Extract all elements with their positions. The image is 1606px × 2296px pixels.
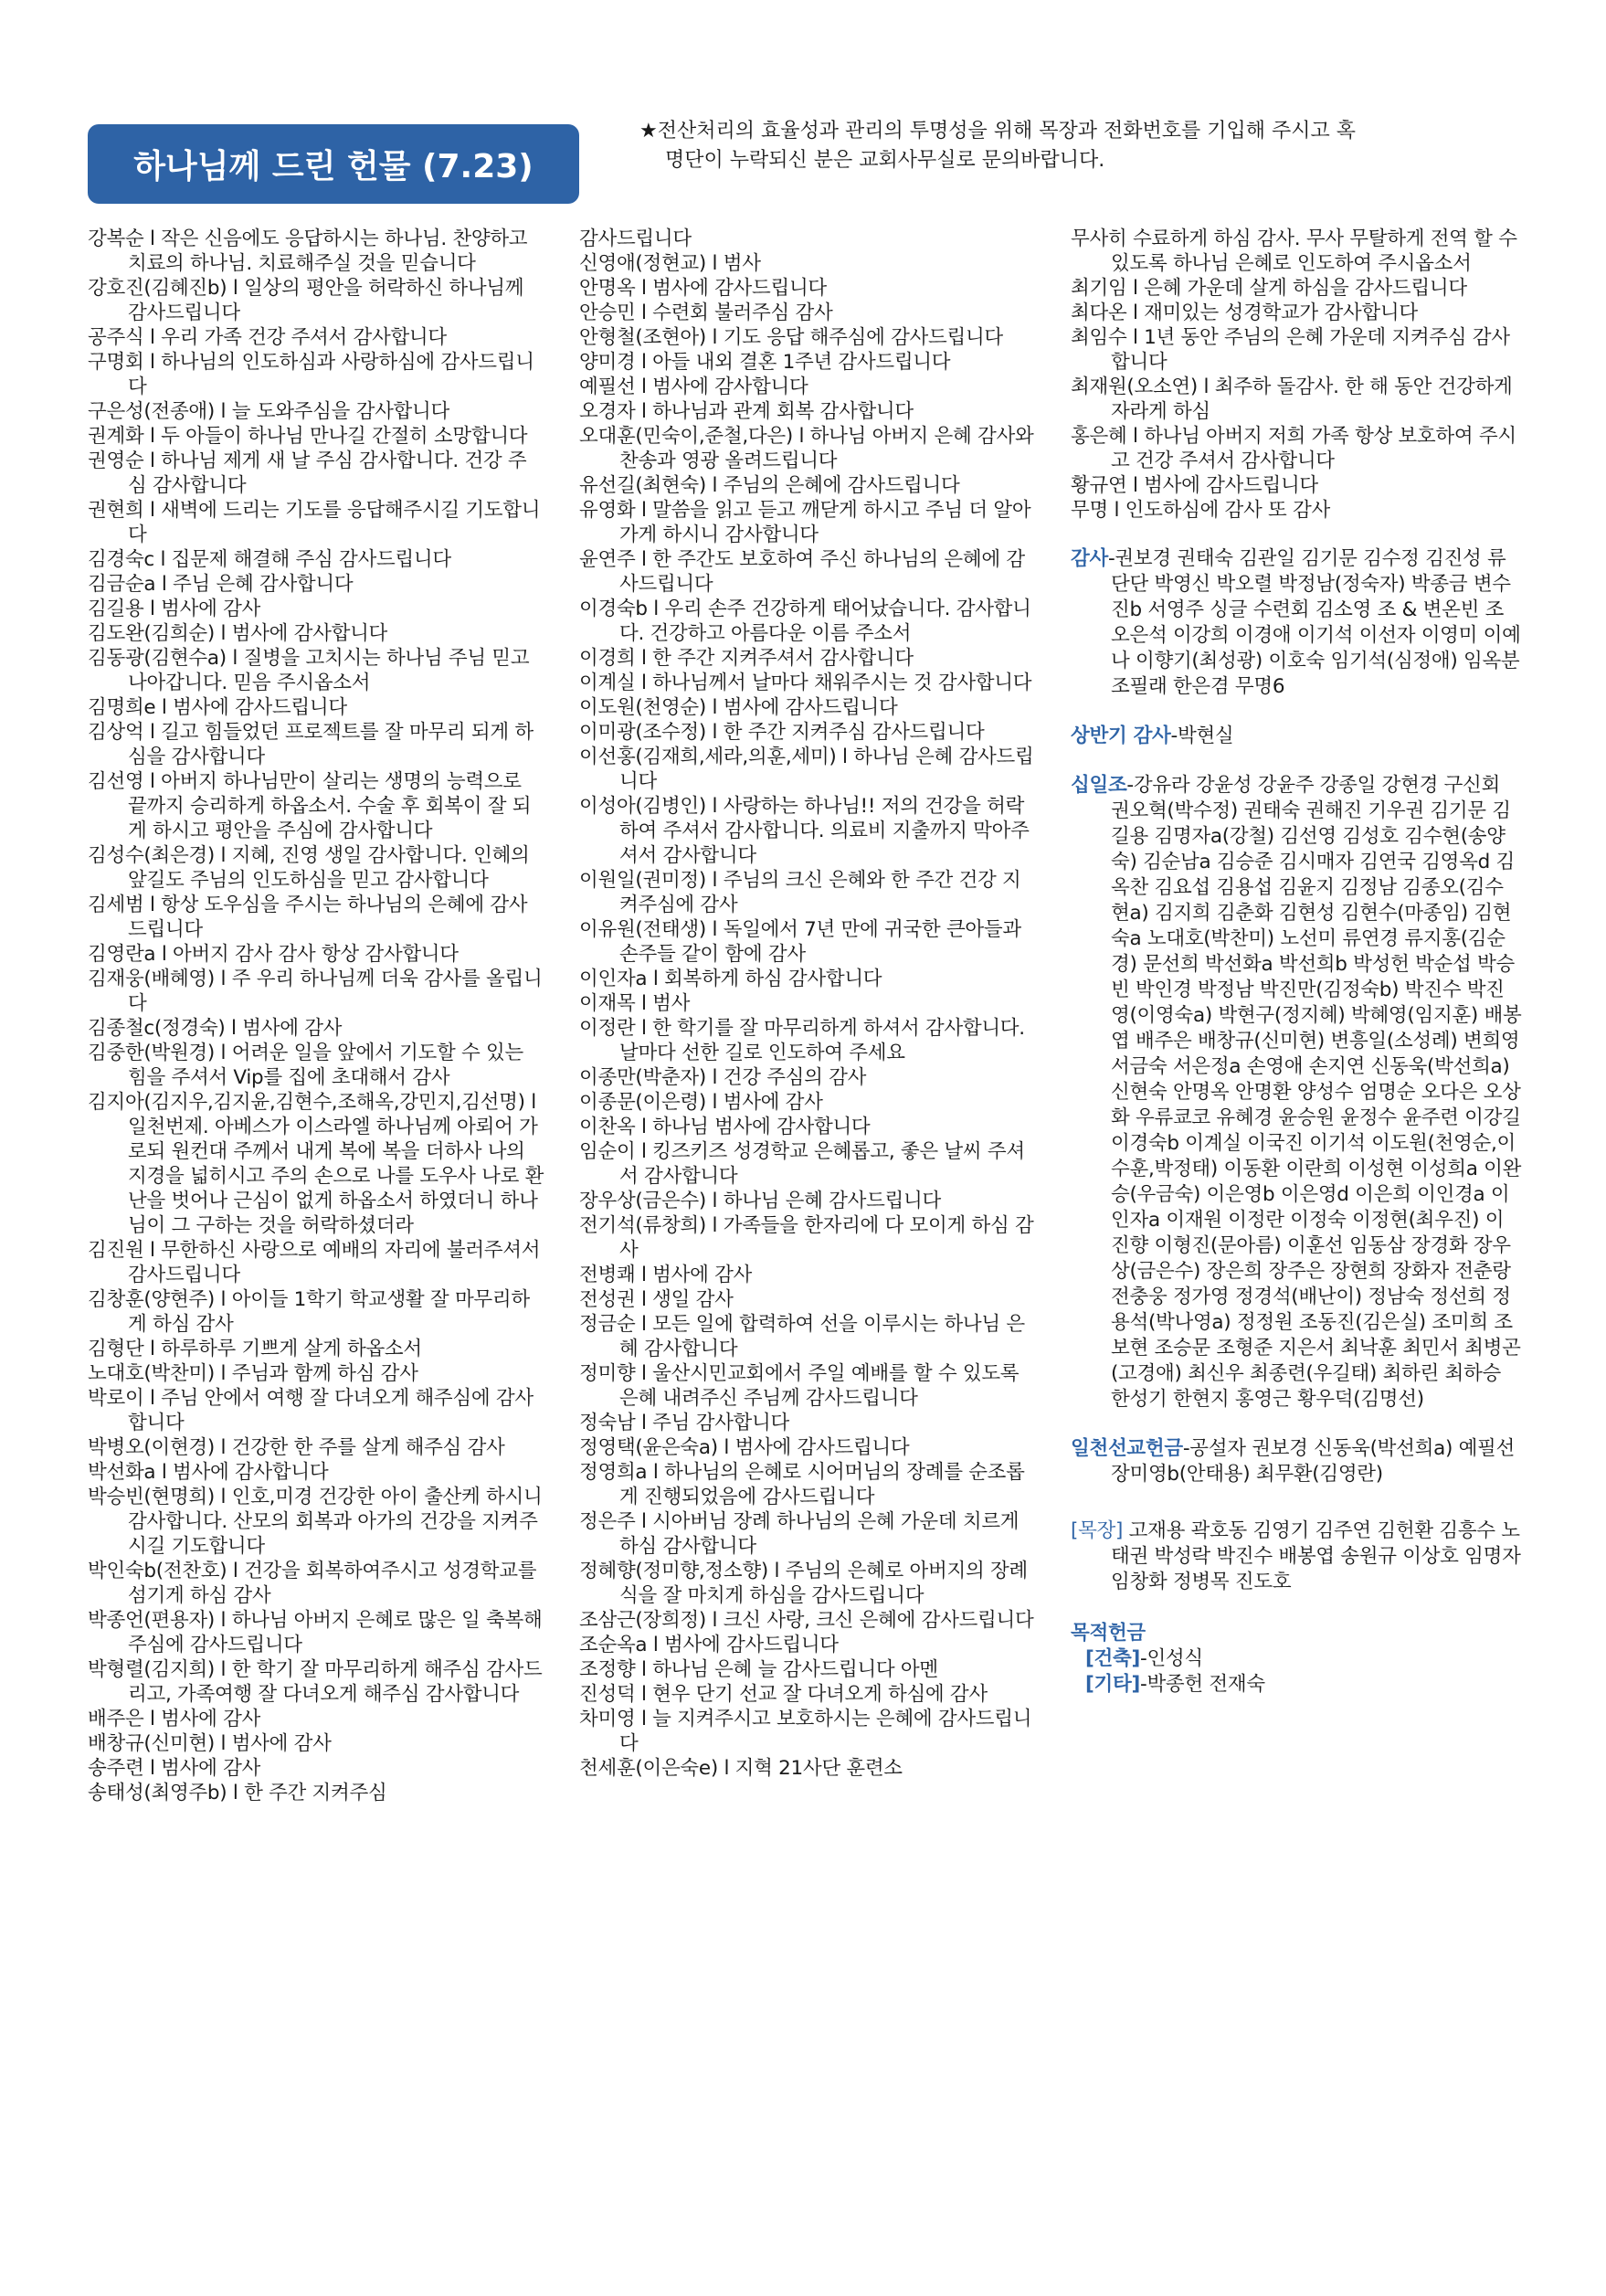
offering-entry: 권현희 l 새벽에 드리는 기도를 응답해주시길 기도합니다	[88, 499, 541, 546]
purpose-item-building	[1071, 1646, 1522, 1672]
offering-entry: 조삼근(장희정) l 크신 사랑, 크신 은혜에 감사드립니다	[579, 1609, 1034, 1632]
column-1	[88, 227, 548, 1805]
offering-entry: 공주식 l 우리 가족 건강 주셔서 감사합니다	[88, 326, 447, 349]
offering-entry: 박종언(편용자) l 하나님 아버지 은혜로 많은 일 축복해 주심에 감사드립니다	[88, 1609, 548, 1656]
offering-entry: 이인자a l 회복하게 하심 감사합니다	[579, 968, 882, 990]
offering-entry: 윤연주 l 한 주간도 보호하여 주신 하나님의 은혜에 감사드립니다	[579, 548, 1025, 596]
notice-line-2: 명단이 누락되신 분은 교회사무실로 문의바랍니다.	[665, 149, 1105, 172]
tithe-section	[1071, 773, 1522, 1413]
mission-offering-names: -공설자 권보경 신동욱(박선희a) 예필선 장미영b(안태용) 최무환(김영란)	[1111, 1437, 1515, 1486]
offering-entry: 송태성(최영주b) l 한 주간 지켜주심	[88, 1782, 387, 1804]
mission-offering-label: 일천선교헌금	[1071, 1437, 1183, 1460]
offering-entry: 홍은혜 l 하나님 아버지 저희 가족 항상 보호하여 주시고 건강 주셔서 감사합니다	[1071, 425, 1516, 472]
offering-entry: 김진원 l 무한하신 사랑으로 예배의 자리에 불러주셔서 감사드립니다	[88, 1239, 546, 1286]
offering-entry: 안승민 l 수련회 불러주심 감사	[579, 302, 833, 324]
offering-entry: 황규연 l 범사에 감사드립니다	[1071, 474, 1318, 497]
offering-entry: 정혜향(정미향,정소향) l 주님의 은혜로 아버지의 장례식을 잘 마치게 하심을 감사드립니다	[579, 1560, 1028, 1607]
page-title: 하나님께 드린 헌물 (7.23)	[88, 124, 579, 204]
offering-entry: 정영택(윤은숙a) l 범사에 감사드립니다	[579, 1436, 910, 1459]
building-label: [건축]	[1085, 1647, 1140, 1670]
other-label: [기타]	[1085, 1673, 1140, 1696]
offering-entry: 이도원(천영순) l 범사에 감사드립니다	[579, 696, 898, 719]
offering-entry: 전성권 l 생일 감사	[579, 1288, 734, 1311]
offering-entry: 노대호(박찬미) l 주님과 함께 하심 감사	[88, 1362, 418, 1385]
notice-text	[639, 117, 1480, 175]
elder-label: [목장]	[1071, 1519, 1124, 1542]
offering-entry: 최임수 l 1년 동안 주님의 은혜 가운데 지켜주심 감사합니다	[1071, 326, 1510, 374]
offering-entry: 김명희e l 범사에 감사드립니다	[88, 696, 347, 719]
thanks-names: -권보경 권태숙 김관일 김기문 김수정 김진성 류단단 박영신 박오렬 박정남(정숙자) 박종금 변수진b 서영주 싱글 수련회 김소영 조 & 변온빈 조오은석 이강희 이경애 이기석 이선자 이영미 이예나 이향기(최성광) 이호숙 임기석(심정애) 임옥분 조필래 한은겸 무명6	[1107, 547, 1521, 698]
offering-entry: 양미경 l 아들 내외 결혼 1주년 감사드립니다	[579, 351, 951, 374]
offering-entry: 김도완(김희순) l 범사에 감사합니다	[88, 622, 388, 645]
offering-entry: 김성수(최은경) l 지혜, 진영 생일 감사합니다. 인혜의 앞길도 주님의 인도하심을 믿고 감사합니다	[88, 844, 536, 892]
mission-offering-section	[1071, 1436, 1522, 1487]
offering-entry: 신영애(정현교) l 범사	[579, 252, 761, 275]
offering-entry: 김길용 l 범사에 감사	[88, 598, 261, 620]
offering-entry: 강복순 l 작은 신음에도 응답하시는 하나님. 찬양하고 치료의 하나님. 치료해주실 것을 믿습니다	[88, 227, 534, 275]
offering-entry: 정은주 l 시아버님 장례 하나님의 은혜 가운데 치르게 하심 감사합니다	[579, 1510, 1025, 1558]
building-names: -인성식	[1140, 1647, 1203, 1670]
offering-entry: 이미광(조수정) l 한 주간 지켜주심 감사드립니다	[579, 721, 985, 744]
offering-entry: 차미영 l 늘 지켜주시고 보호하시는 은혜에 감사드립니다	[579, 1708, 1032, 1755]
offering-entry: 구은성(전종애) l 늘 도와주심을 감사합니다	[88, 400, 449, 423]
offering-entry: 이성아(김병인) l 사랑하는 하나님!! 저의 건강을 허락하여 주셔서 감사합니다. 의료비 지출까지 막아주셔서 감사합니다	[579, 795, 1030, 867]
offering-entry: 김동광(김현수a) l 질병을 고치시는 하나님 주님 믿고 나아갑니다. 믿음 주시옵소서	[88, 647, 535, 694]
offering-entry: 진성덕 l 현우 단기 선교 잘 다녀오게 하심에 감사	[579, 1683, 988, 1706]
offering-entry: 천세훈(이은숙e) l 지혁 21사단 훈련소	[579, 1757, 903, 1780]
offering-entry: 박인숙b(전찬호) l 건강을 회복하여주시고 성경학교를 섬기게 하심 감사	[88, 1560, 543, 1607]
offering-entry: 조순옥a l 범사에 감사드립니다	[579, 1634, 839, 1656]
column-3	[1071, 227, 1522, 1698]
offering-entry: 오경자 l 하나님과 관계 회복 감사합니다	[579, 400, 914, 423]
offering-entry: 안명옥 l 범사에 감사드립니다	[579, 277, 827, 300]
offering-entry: 박승빈(현명희) l 인호,미경 건강한 아이 출산케 하시니 감사합니다. 산모의 회복과 아가의 건강을 지켜주시길 기도합니다	[88, 1486, 548, 1558]
tithe-names: -강유라 강윤성 강윤주 강종일 강현경 구신회 권오혁(박수정) 권태숙 권해진 기우권 김기문 김길용 김명자a(강철) 김선영 김성호 김수현(송양숙) 김순남a 김승준 김시매자 김연국 김영옥d 김옥찬 김요섭 김용섭 김윤지 김정남 김종오(김수현a) 김지희 김춘화 김현성 김현수(마종임) 김현숙a 노대호(박찬미) 노선미 류연경 류지홍(김순경) 문선희 박선화a 박선희b 박성헌 박순섭 박승빈 박인경 박정남 박진만(김정숙b) 박진수 박진영(이영숙a) 박현구(정지혜) 박혜영(임지훈) 배봉엽 배주은 배창규(신미현) 변흥일(소성례) 변희영 서금숙 서은정a 손영애 손지연 신동욱(박선희a) 신현숙 안명옥 안명환 양성수 엄명순 오다은 오상화 우류쿄코 유혜경 윤승원 윤정수 윤주련 이강길 이경숙b 이계실 이국진 이기석 이도원(천영순,이수훈,박정태) 이동환 이란희 이성현 이성희a 이완승(우금숙) 이은영b 이은영d 이은희 이인경a 이인자a 이재원 이정란 이정숙 이정현(최우진) 이진향 이형진(문아름) 이훈선 임동삼 장경화 장우상(금은수) 장은희 장주은 장현희 장화자 전춘랑 전충웅 정가영 정경석(배난이) 정남숙 정선희 정용석(박나영a) 정정원 조동진(김은실) 조미희 조보현 조승문 조형준 지은서 최낙훈 최민서 최병곤(고경애) 최신우 최종련(우길태) 최하린 최하승 한성기 한현지 홍영근 황우덕(김명선)	[1111, 774, 1522, 1411]
offering-entry: 김세범 l 항상 도우심을 주시는 하나님의 은혜에 감사드립니다	[88, 894, 528, 941]
offering-entry: 김금순a l 주님 은혜 감사합니다	[88, 573, 354, 596]
offering-entry: 감사드립니다	[579, 227, 692, 250]
thanks-label: 감사	[1071, 547, 1108, 570]
offering-entry: 박형렬(김지희) l 한 학기 잘 마무리하게 해주심 감사드리고, 가족여행 잘 다녀오게 해주심 감사합니다	[88, 1658, 543, 1706]
column-3-entries	[1071, 227, 1522, 523]
offering-entry: 유선길(최현숙) l 주님의 은혜에 감사드립니다	[579, 474, 960, 497]
offering-entry: 최기임 l 은혜 가운데 살게 하심을 감사드립니다	[1071, 277, 1467, 300]
offering-entry: 이정란 l 한 학기를 잘 마무리하게 하셔서 감사합니다. 날마다 선한 길로 인도하여 주세요	[579, 1017, 1031, 1064]
offering-entry: 이경숙b l 우리 손주 건강하게 태어났습니다. 감사합니다. 건강하고 아름다운 이름 주소서	[579, 598, 1031, 645]
offering-entry: 이원일(권미정) l 주님의 크신 은혜와 한 주간 건강 지켜주심에 감사	[579, 869, 1021, 916]
offering-entry: 안형철(조현아) l 기도 응답 해주심에 감사드립니다	[579, 326, 1003, 349]
purpose-offering-label: 목적헌금	[1071, 1622, 1146, 1645]
offering-entry: 예필선 l 범사에 감사합니다	[579, 376, 808, 398]
offering-entry: 이선홍(김재희,세라,의훈,세미) l 하나님 은혜 감사드립니다	[579, 746, 1034, 793]
offering-entry: 최재원(오소연) l 최주하 돌감사. 한 해 동안 건강하게 자라게 하심	[1071, 376, 1519, 423]
elder-section	[1071, 1518, 1522, 1595]
offering-entry: 이경희 l 한 주간 지켜주셔서 감사합니다	[579, 647, 914, 670]
offering-entry: 전병쾌 l 범사에 감사	[579, 1264, 753, 1286]
offering-entry: 정미향 l 울산시민교회에서 주일 예배를 할 수 있도록 은혜 내려주신 주님께 감사드립니다	[579, 1362, 1025, 1410]
offering-entry: 이찬옥 l 하나님 범사에 감사합니다	[579, 1116, 871, 1138]
half-year-thanks-section	[1071, 724, 1522, 749]
offering-entry: 최다온 l 재미있는 성경학교가 감사합니다	[1071, 302, 1418, 324]
offering-entry: 송주련 l 범사에 감사	[88, 1757, 261, 1780]
other-names: -박종헌 전재숙	[1140, 1673, 1265, 1696]
offering-entry: 유영화 l 말씀을 읽고 듣고 깨닫게 하시고 주님 더 알아가게 하시니 감사합니다	[579, 499, 1031, 546]
offering-entry: 권영순 l 하나님 제게 새 날 주심 감사합니다. 건강 주심 감사합니다	[88, 450, 527, 497]
column-2	[579, 227, 1040, 1781]
offering-entry: 김형단 l 하루하루 기쁘게 살게 하옵소서	[88, 1338, 422, 1360]
offering-entry: 김재웅(배혜영) l 주 우리 하나님께 더욱 감사를 올립니다	[88, 968, 543, 1015]
offering-entry: 박병오(이현경) l 건강한 한 주를 살게 해주심 감사	[88, 1436, 505, 1459]
offering-entry: 김종철c(정경숙) l 범사에 감사	[88, 1017, 343, 1040]
elder-names: 고재용 곽호동 김영기 김주연 김헌환 김흥수 노태권 박성락 박진수 배봉엽 송원규 이상호 임명자 임창화 정병목 진도호	[1111, 1519, 1521, 1593]
offering-entry: 김중한(박원경) l 어려운 일을 앞에서 기도할 수 있는 힘을 주셔서 Vip를 집에 초대해서 감사	[88, 1042, 530, 1089]
offering-entry: 김선영 l 아버지 하나님만이 살리는 생명의 능력으로 끝까지 승리하게 하옵소서. 수술 후 회복이 잘 되게 하시고 평안을 주심에 감사합니다	[88, 770, 532, 842]
offering-entry: 김경숙c l 집문제 해결해 주심 감사드립니다	[88, 548, 451, 571]
offering-entry: 김상억 l 길고 힘들었던 프로젝트를 잘 마무리 되게 하심을 감사합니다	[88, 721, 534, 768]
offering-entry: 장우상(금은수) l 하나님 은혜 감사드립니다	[579, 1190, 941, 1212]
offering-entry: 이종만(박춘자) l 건강 주심의 감사	[579, 1066, 867, 1089]
offering-entry: 정영희a l 하나님의 은혜로 시어머님의 장례를 순조롭게 진행되었음에 감사드립니다	[579, 1461, 1025, 1508]
half-year-thanks-label: 상반기 감사	[1071, 725, 1171, 747]
offering-entry: 박로이 l 주님 안에서 여행 잘 다녀오게 해주심에 감사합니다	[88, 1387, 534, 1434]
offering-entry: 강호진(김혜진b) l 일상의 평안을 허락하신 하나님께 감사드립니다	[88, 277, 530, 324]
offering-entry: 김창훈(양현주) l 아이들 1학기 학교생활 잘 마무리하게 하심 감사	[88, 1288, 530, 1336]
offering-entry: 이계실 l 하나님께서 날마다 채워주시는 것 감사합니다	[579, 672, 1032, 694]
offering-entry: 정금순 l 모든 일에 합력하여 선을 이루시는 하나님 은혜 감사합니다	[579, 1313, 1025, 1360]
offering-entry: 배창규(신미현) l 범사에 감사	[88, 1732, 332, 1755]
offering-entry: 이재목 l 범사	[579, 992, 691, 1015]
offering-entry: 전기석(류창희) l 가족들을 한자리에 다 모이게 하심 감사	[579, 1214, 1034, 1262]
half-year-thanks-names: -박현실	[1170, 725, 1234, 747]
offering-entry: 이유원(전태생) l 독일에서 7년 만에 귀국한 큰아들과 손주들 같이 함에 감사	[579, 918, 1028, 966]
offering-entry: 김지아(김지우,김지윤,김현수,조해옥,강민지,김선명) l 일천번제. 아베스가 이스라엘 하나님께 아뢰어 가로되 원컨대 주께서 내게 복에 복을 더하사 나의 지경을 넓히시고 주의 손으로 나를 도우사 나로 환난을 벗어나 근심이 없게 하옵소서 하였더니 하나님이 그 구하는 것을 허락하셨더라	[88, 1091, 544, 1237]
offering-entry: 배주은 l 범사에 감사	[88, 1708, 261, 1730]
offering-entry: 구명회 l 하나님의 인도하심과 사랑하심에 감사드립니다	[88, 351, 534, 398]
offering-entry: 무명 l 인도하심에 감사 또 감사	[1071, 499, 1330, 522]
offering-entry: 조정향 l 하나님 은혜 늘 감사드립니다 아멘	[579, 1658, 938, 1681]
tithe-label: 십일조	[1071, 774, 1127, 797]
offering-entry: 무사히 수료하게 하심 감사. 무사 무탈하게 전역 할 수 있도록 하나님 은혜로 인도하여 주시옵소서	[1071, 227, 1524, 275]
purpose-item-other	[1071, 1672, 1522, 1698]
purpose-offering-section	[1071, 1621, 1522, 1698]
offering-entry: 정숙남 l 주님 감사합니다	[579, 1412, 789, 1434]
offering-entry: 권계화 l 두 아들이 하나님 만나길 간절히 소망합니다	[88, 425, 528, 448]
offering-entry: 오대훈(민숙이,준철,다은) l 하나님 아버지 은혜 감사와 찬송과 영광 올려드립니다	[579, 425, 1040, 472]
notice-line-1: ★전산처리의 효율성과 관리의 투명성을 위해 목장과 전화번호를 기입해 주시고 혹	[639, 120, 1356, 143]
thanks-section	[1071, 546, 1522, 700]
offering-entry: 임순이 l 킹즈키즈 성경학교 은혜롭고, 좋은 날씨 주셔서 감사합니다	[579, 1140, 1025, 1188]
offering-entry: 김영란a l 아버지 감사 감사 항상 감사합니다	[88, 943, 459, 966]
offering-entry: 박선화a l 범사에 감사합니다	[88, 1461, 329, 1484]
offering-entry: 이종문(이은령) l 범사에 감사	[579, 1091, 823, 1114]
